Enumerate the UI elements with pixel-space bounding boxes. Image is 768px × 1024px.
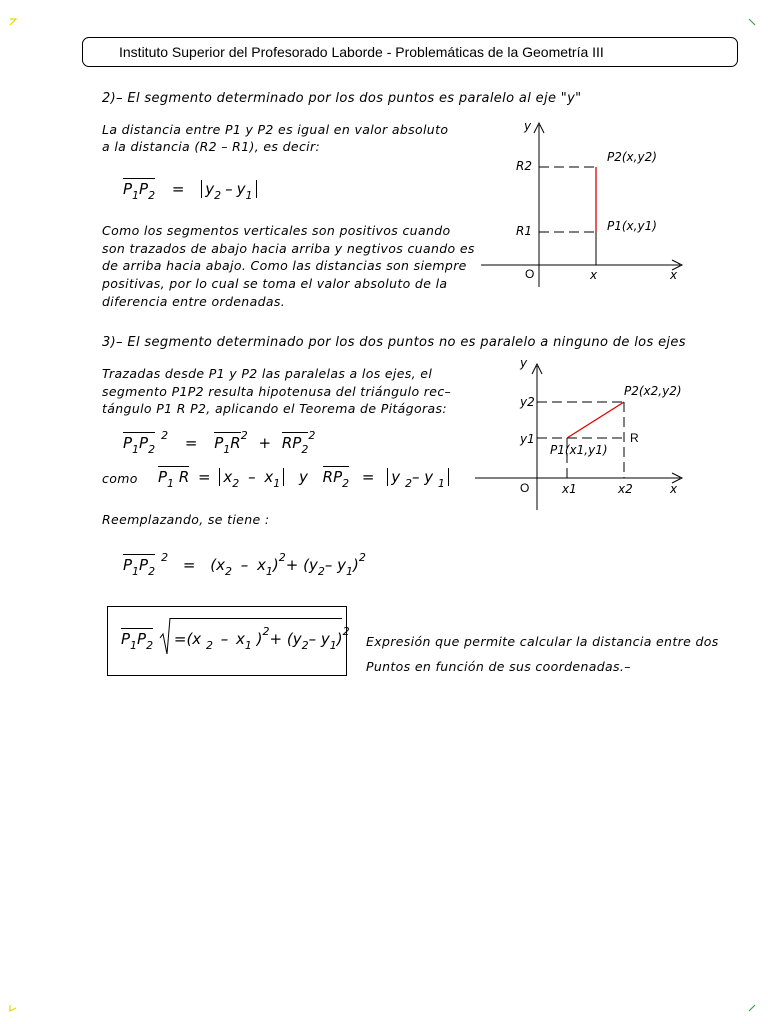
- diag3-y2-label: y2: [520, 395, 535, 409]
- section2-intro-line: a la distancia (R2 – R1), es decir:: [102, 139, 321, 154]
- diag2-p1-label: P1(x,y1): [607, 219, 657, 233]
- como-word: como: [102, 471, 138, 486]
- diag3-y1-label: y1: [520, 432, 535, 446]
- section2-body-line: diferencia entre ordenadas.: [102, 294, 286, 309]
- distance-formula: $P_1P_2 =(x$ $_2 - x_1$ )$^2+ (y_2-$ $y_1)^2$: [121, 625, 350, 652]
- corner-mark-top-right: [748, 18, 756, 26]
- diag3-y-axis-label: y: [520, 356, 528, 370]
- hypotenuse-p1p2: [567, 402, 624, 438]
- absolute-value: $y_2 - y_1$: [201, 180, 256, 198]
- diag3-x1-label: x1: [562, 482, 577, 496]
- segment-p1p2-label: $P_1P_2$: [123, 180, 156, 202]
- y-word: y: [299, 468, 308, 486]
- sqrt-overbar: [170, 618, 342, 619]
- header-title: Instituto Superior del Profesorado Laborde - Problemáticas de la Geometría III: [119, 44, 604, 60]
- section3-intro-line: tángulo P1 R P2, aplicando el Teorema de Pitágoras:: [102, 401, 447, 416]
- diag2-origin-label: O: [525, 267, 535, 281]
- leg-definitions-formula: $P_1$ $R = x_2 - x_1$ y $RP_2 = y$ $_2$– y $_1$: [158, 468, 449, 490]
- diag3-origin-label: O: [520, 481, 530, 495]
- diag2-x-tick-label: x: [590, 268, 598, 282]
- section2-distance-formula: [123, 180, 257, 202]
- section3-intro-line: Trazadas desde P1 y P2 las paralelas a los ejes, el: [102, 366, 433, 381]
- section2-body-line: de arriba hacia abajo. Como las distancias son siempre: [102, 258, 467, 273]
- diag3-r-label: R: [630, 431, 639, 445]
- substituted-formula: $P_1P_2^2 = (x_2 - x_1)^2+ (y_2-$ $y_1)^2$: [123, 551, 366, 578]
- corner-mark-top-left: [9, 18, 17, 26]
- section2-body-line: Como los segmentos verticales son positivos cuando: [102, 223, 451, 238]
- diag3-p2-label: P2(x2,y2): [624, 384, 682, 398]
- document-header: [82, 37, 738, 67]
- diag2-y-axis-label: y: [524, 119, 532, 133]
- result-text-line: Expresión que permite calcular la distancia entre dos: [366, 634, 719, 649]
- diag2-r2-label: R2: [516, 159, 532, 173]
- result-text-line: Puntos en función de sus coordenadas.–: [366, 659, 631, 674]
- section3-heading: 3)– El segmento determinado por los dos puntos no es paralelo a ninguno de los ejes: [102, 335, 686, 350]
- equals-sign: =: [171, 180, 185, 198]
- corner-mark-bottom-left: [9, 1004, 17, 1012]
- section2-intro-line: La distancia entre P1 y P2 es igual en valor absoluto: [102, 122, 449, 137]
- y-axis-arrow: [532, 364, 542, 374]
- diag2-x-axis-label: x: [670, 268, 678, 282]
- section2-heading: 2)– El segmento determinado por los dos puntos es paralelo al eje "y": [102, 91, 582, 106]
- y-axis-arrow: [534, 123, 544, 133]
- section3-intro-line: segmento P1P2 resulta hipotenusa del triángulo rec–: [102, 384, 452, 399]
- diag3-p1-label: P1(x1,y1): [550, 443, 608, 457]
- diag3-x2-label: x2: [618, 482, 633, 496]
- diag3-x-axis-label: x: [670, 482, 678, 496]
- diag2-p2-label: P2(x,y2): [607, 150, 657, 164]
- section2-body-line: positivas, por lo cual se toma el valor absoluto de la: [102, 276, 448, 291]
- pythagoras-formula: $P_1P_2^2 = P_1R^2 + RP_2^2$: [123, 429, 316, 456]
- corner-mark-bottom-right: [748, 1004, 756, 1012]
- diag2-r1-label: R1: [516, 224, 532, 238]
- reemplazando-text: Reemplazando, se tiene :: [102, 512, 270, 527]
- section2-body-line: son trazados de abajo hacia arriba y negtivos cuando es: [102, 241, 475, 256]
